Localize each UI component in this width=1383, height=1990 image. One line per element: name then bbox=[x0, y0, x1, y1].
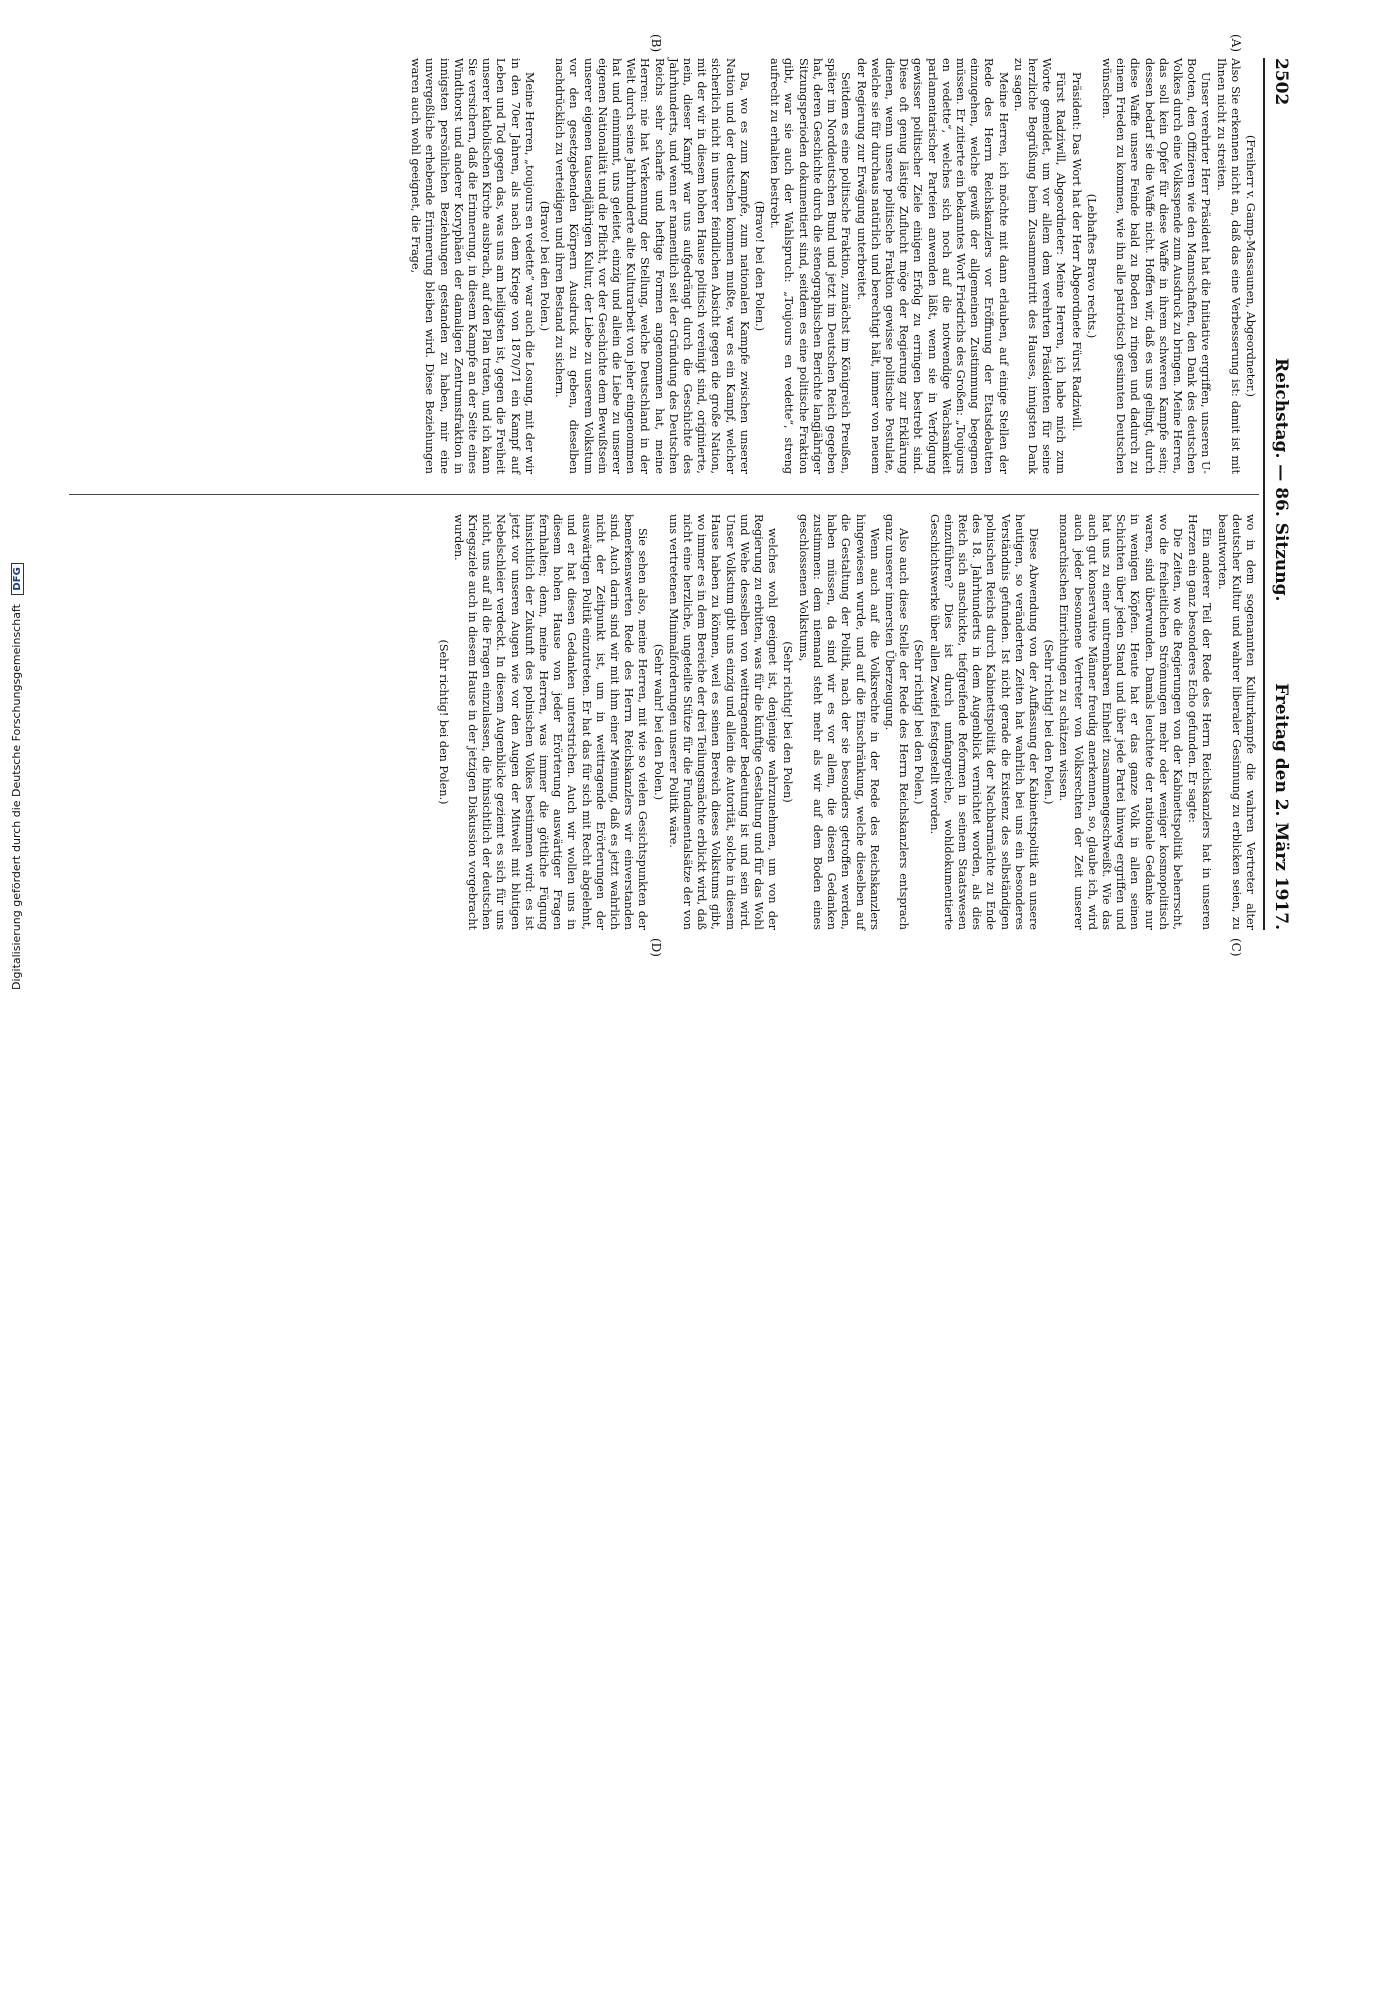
paragraph: welches wohl geeignet ist, denjenige wahrzunehmen, um von der Regierung zu erbitten, was für die künftige Gestaltung und für das Wohl und Wehe desselben von weittragender Bedeutung ist und sein wird. Unser Volkstum gibt uns einzig und allein die Autorität, solche in diesem Hause haben zu können, weil es seinen Bereich dieses Volkstums gibt, wo immer es in dem Bereiche der drei Teilungsmächte erblickt wird, daß nicht eine herzliche, ungeteilte Stütze für die Fundamentalsätze der von uns vertretenen Minimalforderungen unserer Politik wäre. bbox=[666, 514, 780, 930]
dfg-logo: DFG bbox=[11, 563, 24, 594]
interjection: (Sehr richtig! bei den Polen.) bbox=[1042, 639, 1056, 805]
right-column bbox=[434, 514, 1257, 930]
paragraph: Präsident: Das Wort hat der Herr Abgeordnete Fürst Radziwill. bbox=[1069, 72, 1083, 432]
column-divider bbox=[69, 494, 1259, 495]
interjection: (Sehr richtig! bei den Polen.) bbox=[912, 639, 926, 805]
margin-mark-a: (A) bbox=[1229, 34, 1243, 53]
paragraph: Unser verehrter Herr Präsident hat die Initiative ergriffen, unseren U-Booten, den Offizieren wie den Mannschaften, den Dank des deutschen Volkes durch eine Volksspende zum Ausdruck zu bringen. Meine Herren, das soll kein Opfer für diese Waffe in ihrem schweren Kampfe sein; dessen bedarf sie die Waffe nicht. Hoffen wir, daß es uns gelingt, durch diese Waffe unsere Feinde bald zu Boden zu ringen und dadurch zu einem Frieden zu kommen, wie ihn alle patriotisch gesinnten Deutschen wünschen. bbox=[1099, 58, 1213, 474]
session-title: Reichstag. — 86. Sitzung. bbox=[1271, 358, 1291, 602]
interjection: (Freiherr v. Gamp-Massaunen, Abgeordneter.) bbox=[1244, 135, 1257, 397]
paragraph: Ein anderer Teil der Rede des Herrn Reichskanzlers hat in unseren Herzen ein ganz besonderes Echo gefunden. Er sagte: bbox=[1186, 514, 1214, 930]
margin-mark-c: (C) bbox=[1229, 938, 1243, 957]
margin-mark-b: (B) bbox=[649, 34, 663, 53]
paragraph: Also auch diese Stelle der Rede des Herrn Reichskanzlers entsprach ganz unserer innersten Überzeugung. bbox=[882, 514, 911, 930]
margin-mark-d: (D) bbox=[649, 938, 663, 957]
paragraph: Die Zeiten, wo die Regierungen von der Kabinettspolitik beherrscht, wo die freiheitlichen Strömungen mehr oder weniger kosmopolitisch waren, sind überwunden. Damals leuchtete der nationale Gedanke nur in wenigen Köpfen. Heute hat er das ganze Volk in allen seinen Schichten über jeden Stand und über jede Partei hinweg ergriffen und hat uns zu einer untrennbaren Einheit zusammengeschweißt. Wie das auch gut konservative Männer freudig anerkennen, so, glaube ich, wird auch jeder besonnene Vertreter von Volksrechten der Zeit unserer monarchischen Einrichtungen zu schätzen wissen. bbox=[1057, 514, 1184, 930]
interjection: (Sehr richtig! bei den Polen.) bbox=[436, 639, 450, 805]
interjection: (Bravo! bei den Polen.) bbox=[538, 200, 552, 332]
paragraph: Wenn auch auf die Volksrechte in der Rede des Reichskanzlers hingewiesen wurde, und auf die Einschränkung, welche dieselben auf die Gestaltung der Politik, nach der sie besonders getroffen werden, haben müssen, da sind wir es vor allem, die diesen Gedanken zustimmen: dem niemand steht mehr als wir auf dem Boden eines geschlossenen Volkstums, bbox=[796, 514, 881, 930]
paragraph: Seitdem es eine politische Fraktion, zunächst im Königreich Preußen, später im Norddeutschen Bund und jetzt im Deutschen Reich gegeben hat, deren Geschichte durch die stenographischen Berichte langjähriger Sitzungsperioden dokumentiert sind, seitdem es eine politische Fraktion gibt, war sie auch der Wahlspruch: „Toujours en vedette“, streng aufrecht zu erhalten bestrebt. bbox=[768, 58, 853, 474]
left-column bbox=[407, 58, 1257, 474]
interjection: (Sehr wahr! bei den Polen.) bbox=[651, 643, 665, 801]
credit-text: Digitalisierung gefördert durch die Deutsche Forschungsgemeinschaft bbox=[10, 604, 23, 990]
paragraph: Meine Herren, „toujours en vedette“ war auch die Losung, mit der wir in den 70er Jahren, als nach dem Kriege von 1870/71 ein Kampf auf Leben und Tod gegen das, was uns am heiligsten ist, gegen die Freiheit unserer katholischen Kirche ausbrach, auf den Plan traten, und ich kann Sie versichern, daß die Erinnerung, in diesem Kampfe an der Seite eines Windthorst und anderer Koryphäen der damaligen Zentrumsfraktion in innigsten persönlichen Beziehungen gestanden zu haben, mir eine unvergeßliche erhebende Erinnerung bleiben wird. Diese Beziehungen waren auch wohl geeignet, die Frage, bbox=[409, 58, 536, 474]
paragraph: Also Sie erkennen nicht an, daß das eine Verbesserung ist: damit ist mit Ihnen nicht zu streiten. bbox=[1214, 58, 1242, 474]
paragraph: Meine Herren, ich möchte mit dann erlauben, auf einige Stellen der Rede des Herrn Reichskanzlers vor Eröffnung der Etatsdebatten einzugehen, welche gewiß der allgemeinen Zustimmung begegnen müssen. Er zitierte ein bekanntes Wort Friedrichs des Großen: „Toujours en vedette“, welches sich noch auf die notwendige Wachsamkeit parlamentarischer Parteien anwenden läßt, wenn sie in Verfolgung gewisser politischer Ziele einigen Erfolg zu erringen bestrebt sind. Diese oft genug lästige Zuflucht möge der Regierung zur Erklärung dienen, wenn unsere politische Fraktion gewisse politische Postulate, welche sie für durchaus natürlich und berechtigt hält, immer von neuem der Regierung zur Erwägung unterbreitet. bbox=[854, 58, 1010, 474]
paragraph: Da, wo es zum Kampfe, zum nationalen Kampfe zwischen unserer Nation und der deutschen kommen mußte, war es ein Kampf, welcher sicherlich nicht in unserer feindlichen Absicht gegen die große Nation, mit der wir in diesem hohen Hause politisch vereinigt sind, originierte, nein, dieser Kampf war uns aufgedrängt durch die Geschichte des Jahrhunderts, und wenn er namentlich seit der Gründung des Deutschen Reichs sehr scharfe und heftige Formen angenommen hat, meine Herren: nie hat Verkennung der Stellung, welche Deutschland in der Welt durch seine Jahrhunderte alte Kulturarbeit von jeher eingenommen hat und einnimmt, uns geleitet, einzig und allein die Liebe zu unserer eigenen Nationalität und die Pflicht, vor der Geschichte dem Bewußtsein unserer eigenen tausendjährigen Kultur, der Liebe zu unserem Volkstum vor den gesetzgebenden Körpern Ausdruck zu geben, dieselben nachdrücklich zu verteidigen und ihren Bestand zu sichern. bbox=[553, 58, 751, 474]
paragraph: Sie sehen also, meine Herren, mit wie so vielen Gesichtspunkten der bemerkenswerten Rede des Herrn Reichskanzlers wir einverstanden sind. Auch darin sind wir mit ihm einer Meinung, daß es jetzt wahrlich nicht der Zeitpunkt ist, um in weittragende Erörterungen der auswärtigen Politik einzutreten. Er hat das für sich mit Recht abgelehnt, und er hat diesen Gedanken unterstrichen. Auch wir wollen uns in diesem hohen Hause von jeder Erörterung auswärtiger Fragen fernhalten; denn, meine Herren, was immer die göttliche Fügung hinsichtlich der Zukunft des polnischen Volkes bestimmen wird: es ist jetzt vor unseren Augen wie vor den Augen der Mitwelt mit blutigen Nebelschleier verdeckt. In diesem Augenblicke geziemt es sich für uns nicht, uns auf all die Fragen einzulassen, die hinsichtlich der deutschen Kriegsziele auch in diesem Hause in der jetzigen Diskussion vorgebracht wurden. bbox=[451, 514, 650, 930]
interjection: (Lebhaftes Bravo rechts.) bbox=[1084, 193, 1098, 339]
page-header bbox=[1263, 58, 1291, 930]
paragraph: Diese Abwendung von der Auffassung der Kabinettspolitik an unsere heutigen, so veränderten Zeiten hat wahrlich bei uns ein besonderes Verständnis gefunden. Ist nicht gerade die Existenz des selbständigen polnischen Reichs durch Kabinettspolitik der Nachbarmächte zu Ende des 18. Jahrhunderts in dem Augenblick vernichtet worden, als dies Reich sich anschickte, tiefgreifende Reformen in seinem Staatswesen einzuführen? Dies ist durch umfangreiche, wohldokumentierte Geschichtswerke über allen Zweifel festgestellt worden. bbox=[927, 514, 1040, 930]
paragraph: Fürst Radziwill, Abgeordneter: Meine Herren, ich habe mich zum Worte gemeldet, um vor allem dem verehrten Präsidenten für seine herzliche Begrüßung beim Zusammentritt des Hauses, innigsten Dank zu sagen. bbox=[1011, 58, 1068, 474]
document-page bbox=[23, 34, 1313, 957]
interjection: (Bravo! bei den Polen.) bbox=[753, 200, 767, 332]
digitization-credit bbox=[10, 567, 30, 1990]
interjection: (Sehr richtig! bei den Polen) bbox=[781, 641, 795, 803]
page-number: 2502 bbox=[1271, 58, 1291, 106]
paragraph: wo in dem sogenannten Kulturkampfe die wahren Vertreter alter deutscher Kultur und wahrer liberaler Gesinnung zu erblicken seien, zu beantworten. bbox=[1215, 514, 1257, 930]
session-date: Freitag den 2. März 1917. bbox=[1271, 683, 1291, 930]
